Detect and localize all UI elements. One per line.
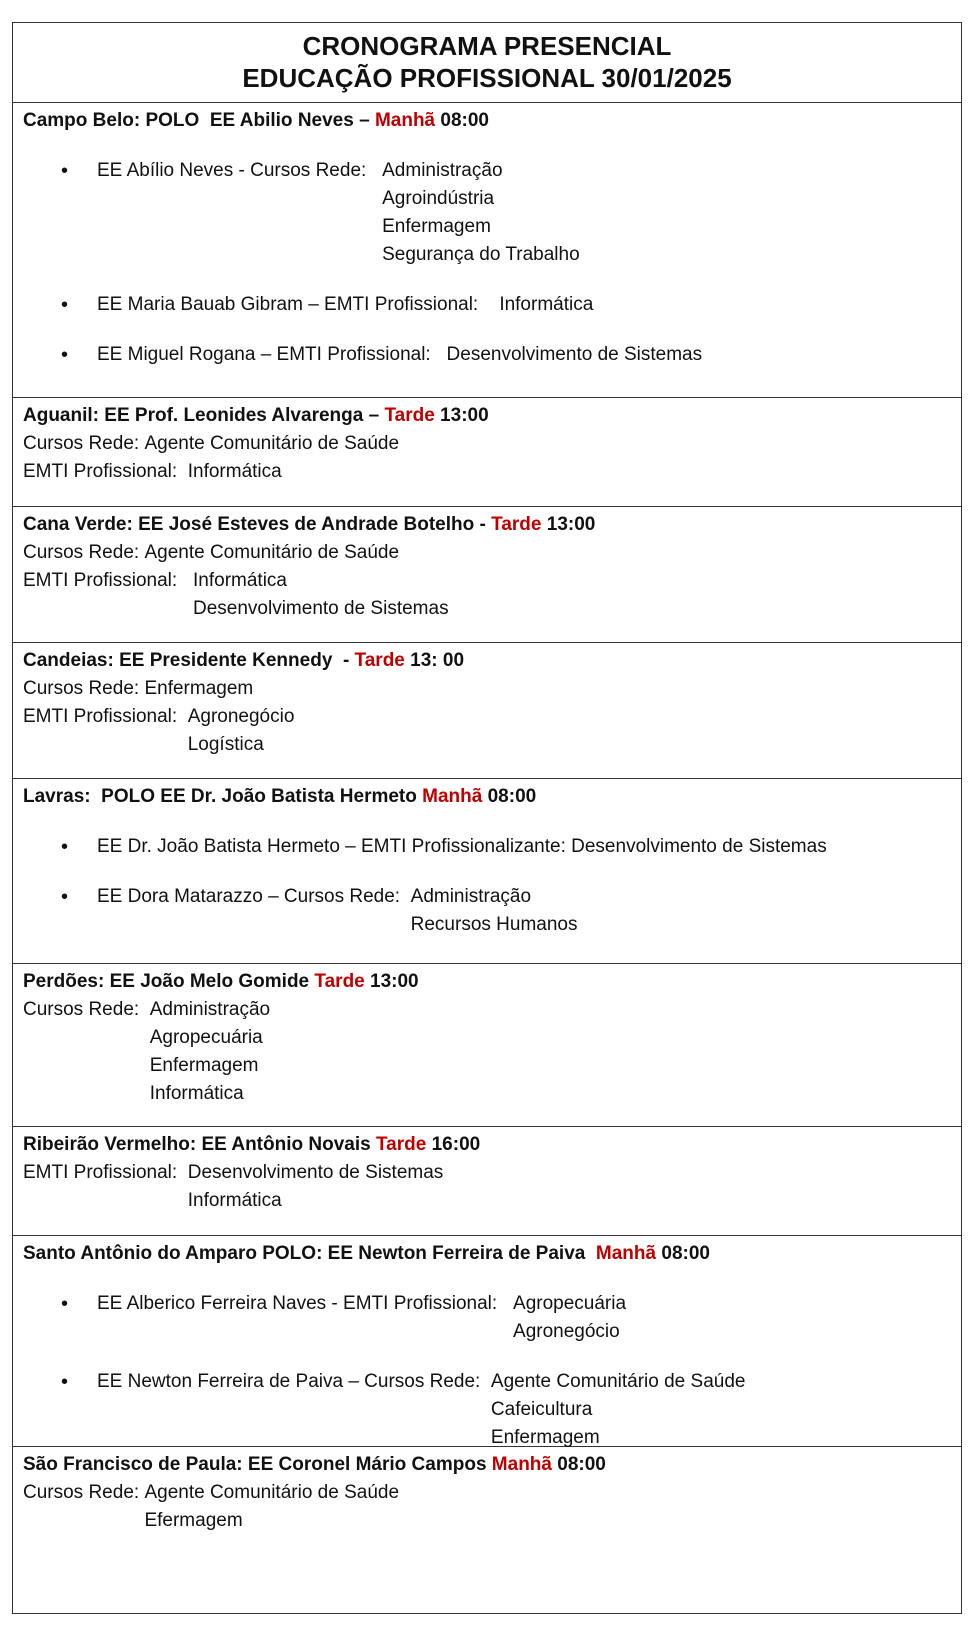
- school-row: [97, 341, 961, 369]
- program-row: [23, 539, 961, 567]
- period-label: Tarde: [491, 514, 542, 535]
- program-row: [23, 1159, 961, 1215]
- course-name: Informática: [149, 1083, 244, 1104]
- program-label: Cursos Rede:: [23, 999, 150, 1020]
- section-header: [23, 107, 961, 135]
- course-name: Logística: [187, 734, 264, 755]
- location-school: Campo Belo: POLO EE Abilio Neves –: [23, 110, 375, 131]
- section-header: [23, 647, 961, 675]
- course-name: Informática: [187, 1190, 282, 1211]
- course-name: Administração: [382, 160, 503, 181]
- start-time: 08:00: [656, 1243, 710, 1264]
- school-course-list: [571, 833, 827, 861]
- start-time: 08:00: [482, 786, 537, 807]
- document-title: [13, 23, 961, 103]
- course-name: Cafeicultura: [490, 1399, 593, 1420]
- program-course-list: [150, 996, 270, 1108]
- program-label: Cursos Rede:: [23, 1482, 145, 1503]
- start-time: 08:00: [551, 1454, 606, 1475]
- school-label: • EE Alberico Ferreira Naves - EMTI Profissional:: [97, 1293, 514, 1314]
- course-name: Enfermagem: [382, 216, 491, 237]
- course-name: Desenvolvimento de Sistemas: [571, 836, 827, 857]
- course-name: Agente Comunitário de Saúde: [144, 433, 400, 454]
- schedule-section: [13, 964, 961, 1127]
- course-name: Desenvolvimento de Sistemas: [446, 344, 703, 365]
- location-school: Lavras: POLO EE Dr. João Batista Hermeto: [23, 786, 423, 807]
- program-course-list: [144, 1479, 399, 1535]
- location-school: Santo Antônio do Amparo POLO: EE Newton Ferreira de Paiva: [23, 1243, 596, 1264]
- course-name: Informática: [187, 461, 282, 482]
- start-time: 13:00: [364, 971, 419, 992]
- school-row: [97, 157, 961, 269]
- location-school: São Francisco de Paula: EE Coronel Mário Campos: [23, 1454, 492, 1475]
- school-label: • EE Dora Matarazzo – Cursos Rede:: [97, 886, 411, 907]
- course-name: Informática: [499, 294, 594, 315]
- location-school: Perdões: EE João Melo Gomide: [23, 971, 315, 992]
- title-line-2: EDUCAÇÃO PROFISSIONAL 30/01/2025: [242, 63, 732, 93]
- school-row: [97, 291, 961, 319]
- school-bullet-item: [23, 1290, 961, 1346]
- program-course-list: [144, 675, 253, 703]
- school-bullet-item: [23, 157, 961, 269]
- period-label: Manhã: [374, 110, 436, 131]
- schedule-document: [12, 22, 962, 1614]
- period-label: Tarde: [375, 1134, 427, 1155]
- course-name: Agroindústria: [382, 188, 495, 209]
- course-name: Agente Comunitário de Saúde: [144, 1482, 400, 1503]
- course-name: Recursos Humanos: [410, 914, 578, 935]
- schedule-section: [13, 643, 961, 779]
- location-school: Ribeirão Vermelho: EE Antônio Novais: [23, 1134, 376, 1155]
- school-row: [97, 1368, 961, 1452]
- program-course-list: [188, 1159, 444, 1215]
- course-name: Administração: [149, 999, 271, 1020]
- location-school: Aguanil: EE Prof. Leonides Alvarenga –: [23, 405, 385, 426]
- section-header: [23, 511, 961, 539]
- period-label: Manhã: [491, 1454, 552, 1475]
- section-header: [23, 1131, 961, 1159]
- schedule-section: [13, 779, 961, 964]
- school-bullet-item: [23, 833, 961, 861]
- school-course-list: [513, 1290, 626, 1346]
- school-bullet-item: [23, 1368, 961, 1452]
- school-bullet-item: [23, 291, 961, 319]
- program-label: EMTI Profissional:: [23, 461, 188, 482]
- course-name: Desenvolvimento de Sistemas: [187, 1162, 444, 1183]
- school-row: [97, 883, 961, 939]
- schedule-section: [13, 507, 961, 643]
- school-bullet-item: [23, 883, 961, 939]
- school-bullet-item: [23, 341, 961, 369]
- program-label: EMTI Profissional:: [23, 706, 188, 727]
- period-label: Manhã: [595, 1243, 657, 1264]
- course-name: Agropecuária: [513, 1293, 627, 1314]
- period-label: Tarde: [314, 971, 365, 992]
- program-label: EMTI Profissional:: [23, 1162, 188, 1183]
- schedule-section: [13, 398, 961, 507]
- course-name: Agente Comunitário de Saúde: [490, 1371, 746, 1392]
- section-header: [23, 783, 961, 811]
- start-time: 16:00: [426, 1134, 481, 1155]
- start-time: 13:00: [434, 405, 489, 426]
- start-time: 13:00: [541, 514, 596, 535]
- section-header: [23, 968, 961, 996]
- school-course-list: [499, 291, 593, 319]
- school-label: • EE Maria Bauab Gibram – EMTI Profissional:: [97, 294, 500, 315]
- start-time: 08:00: [435, 110, 489, 131]
- schedule-section: [13, 1447, 961, 1614]
- section-header: [23, 402, 961, 430]
- school-course-list: [491, 1368, 746, 1452]
- period-label: Tarde: [384, 405, 435, 426]
- course-name: Segurança do Trabalho: [382, 244, 580, 265]
- course-name: Enfermagem: [149, 1055, 259, 1076]
- program-course-list: [193, 567, 449, 623]
- program-label: EMTI Profissional:: [23, 570, 193, 591]
- school-row: [97, 833, 961, 861]
- course-name: Agronegócio: [513, 1321, 620, 1342]
- course-name: Enfermagem: [490, 1427, 600, 1448]
- program-row: [23, 1479, 961, 1535]
- program-course-list: [188, 458, 282, 486]
- course-name: Desenvolvimento de Sistemas: [193, 598, 449, 619]
- course-name: Agropecuária: [149, 1027, 263, 1048]
- program-row: [23, 567, 961, 623]
- period-label: Tarde: [354, 650, 405, 671]
- school-label: • EE Newton Ferreira de Paiva – Cursos Rede:: [97, 1371, 491, 1392]
- school-course-list: [411, 883, 578, 939]
- program-row: [23, 996, 961, 1108]
- schedule-section: [13, 1127, 961, 1236]
- location-school: Candeias: EE Presidente Kennedy -: [23, 650, 355, 671]
- course-name: Administração: [410, 886, 532, 907]
- program-row: [23, 458, 961, 486]
- program-course-list: [188, 703, 295, 759]
- course-name: Agronegócio: [187, 706, 295, 727]
- school-label: • EE Miguel Rogana – EMTI Profissional:: [97, 344, 447, 365]
- section-header: [23, 1240, 961, 1268]
- program-row: [23, 675, 961, 703]
- program-course-list: [144, 539, 399, 567]
- course-name: Efermagem: [144, 1510, 243, 1531]
- school-label: • EE Dr. João Batista Hermeto – EMTI Profissionalizante:: [97, 836, 572, 857]
- schedule-section: [13, 1236, 961, 1447]
- period-label: Manhã: [422, 786, 483, 807]
- school-row: [97, 1290, 961, 1346]
- start-time: 13: 00: [404, 650, 465, 671]
- course-name: Agente Comunitário de Saúde: [144, 542, 400, 563]
- title-line-1: CRONOGRAMA PRESENCIAL: [302, 31, 672, 61]
- school-course-list: [447, 341, 703, 369]
- section-header: [23, 1451, 961, 1479]
- location-school: Cana Verde: EE José Esteves de Andrade Botelho -: [23, 514, 492, 535]
- program-label: Cursos Rede:: [23, 433, 145, 454]
- course-name: Informática: [193, 570, 287, 591]
- program-label: Cursos Rede:: [23, 678, 145, 699]
- school-course-list: [382, 157, 580, 269]
- schedule-section: [13, 103, 961, 398]
- course-name: Enfermagem: [144, 678, 254, 699]
- program-row: [23, 703, 961, 759]
- program-row: [23, 430, 961, 458]
- program-label: Cursos Rede:: [23, 542, 145, 563]
- program-course-list: [144, 430, 399, 458]
- school-label: • EE Abílio Neves - Cursos Rede:: [97, 160, 383, 181]
